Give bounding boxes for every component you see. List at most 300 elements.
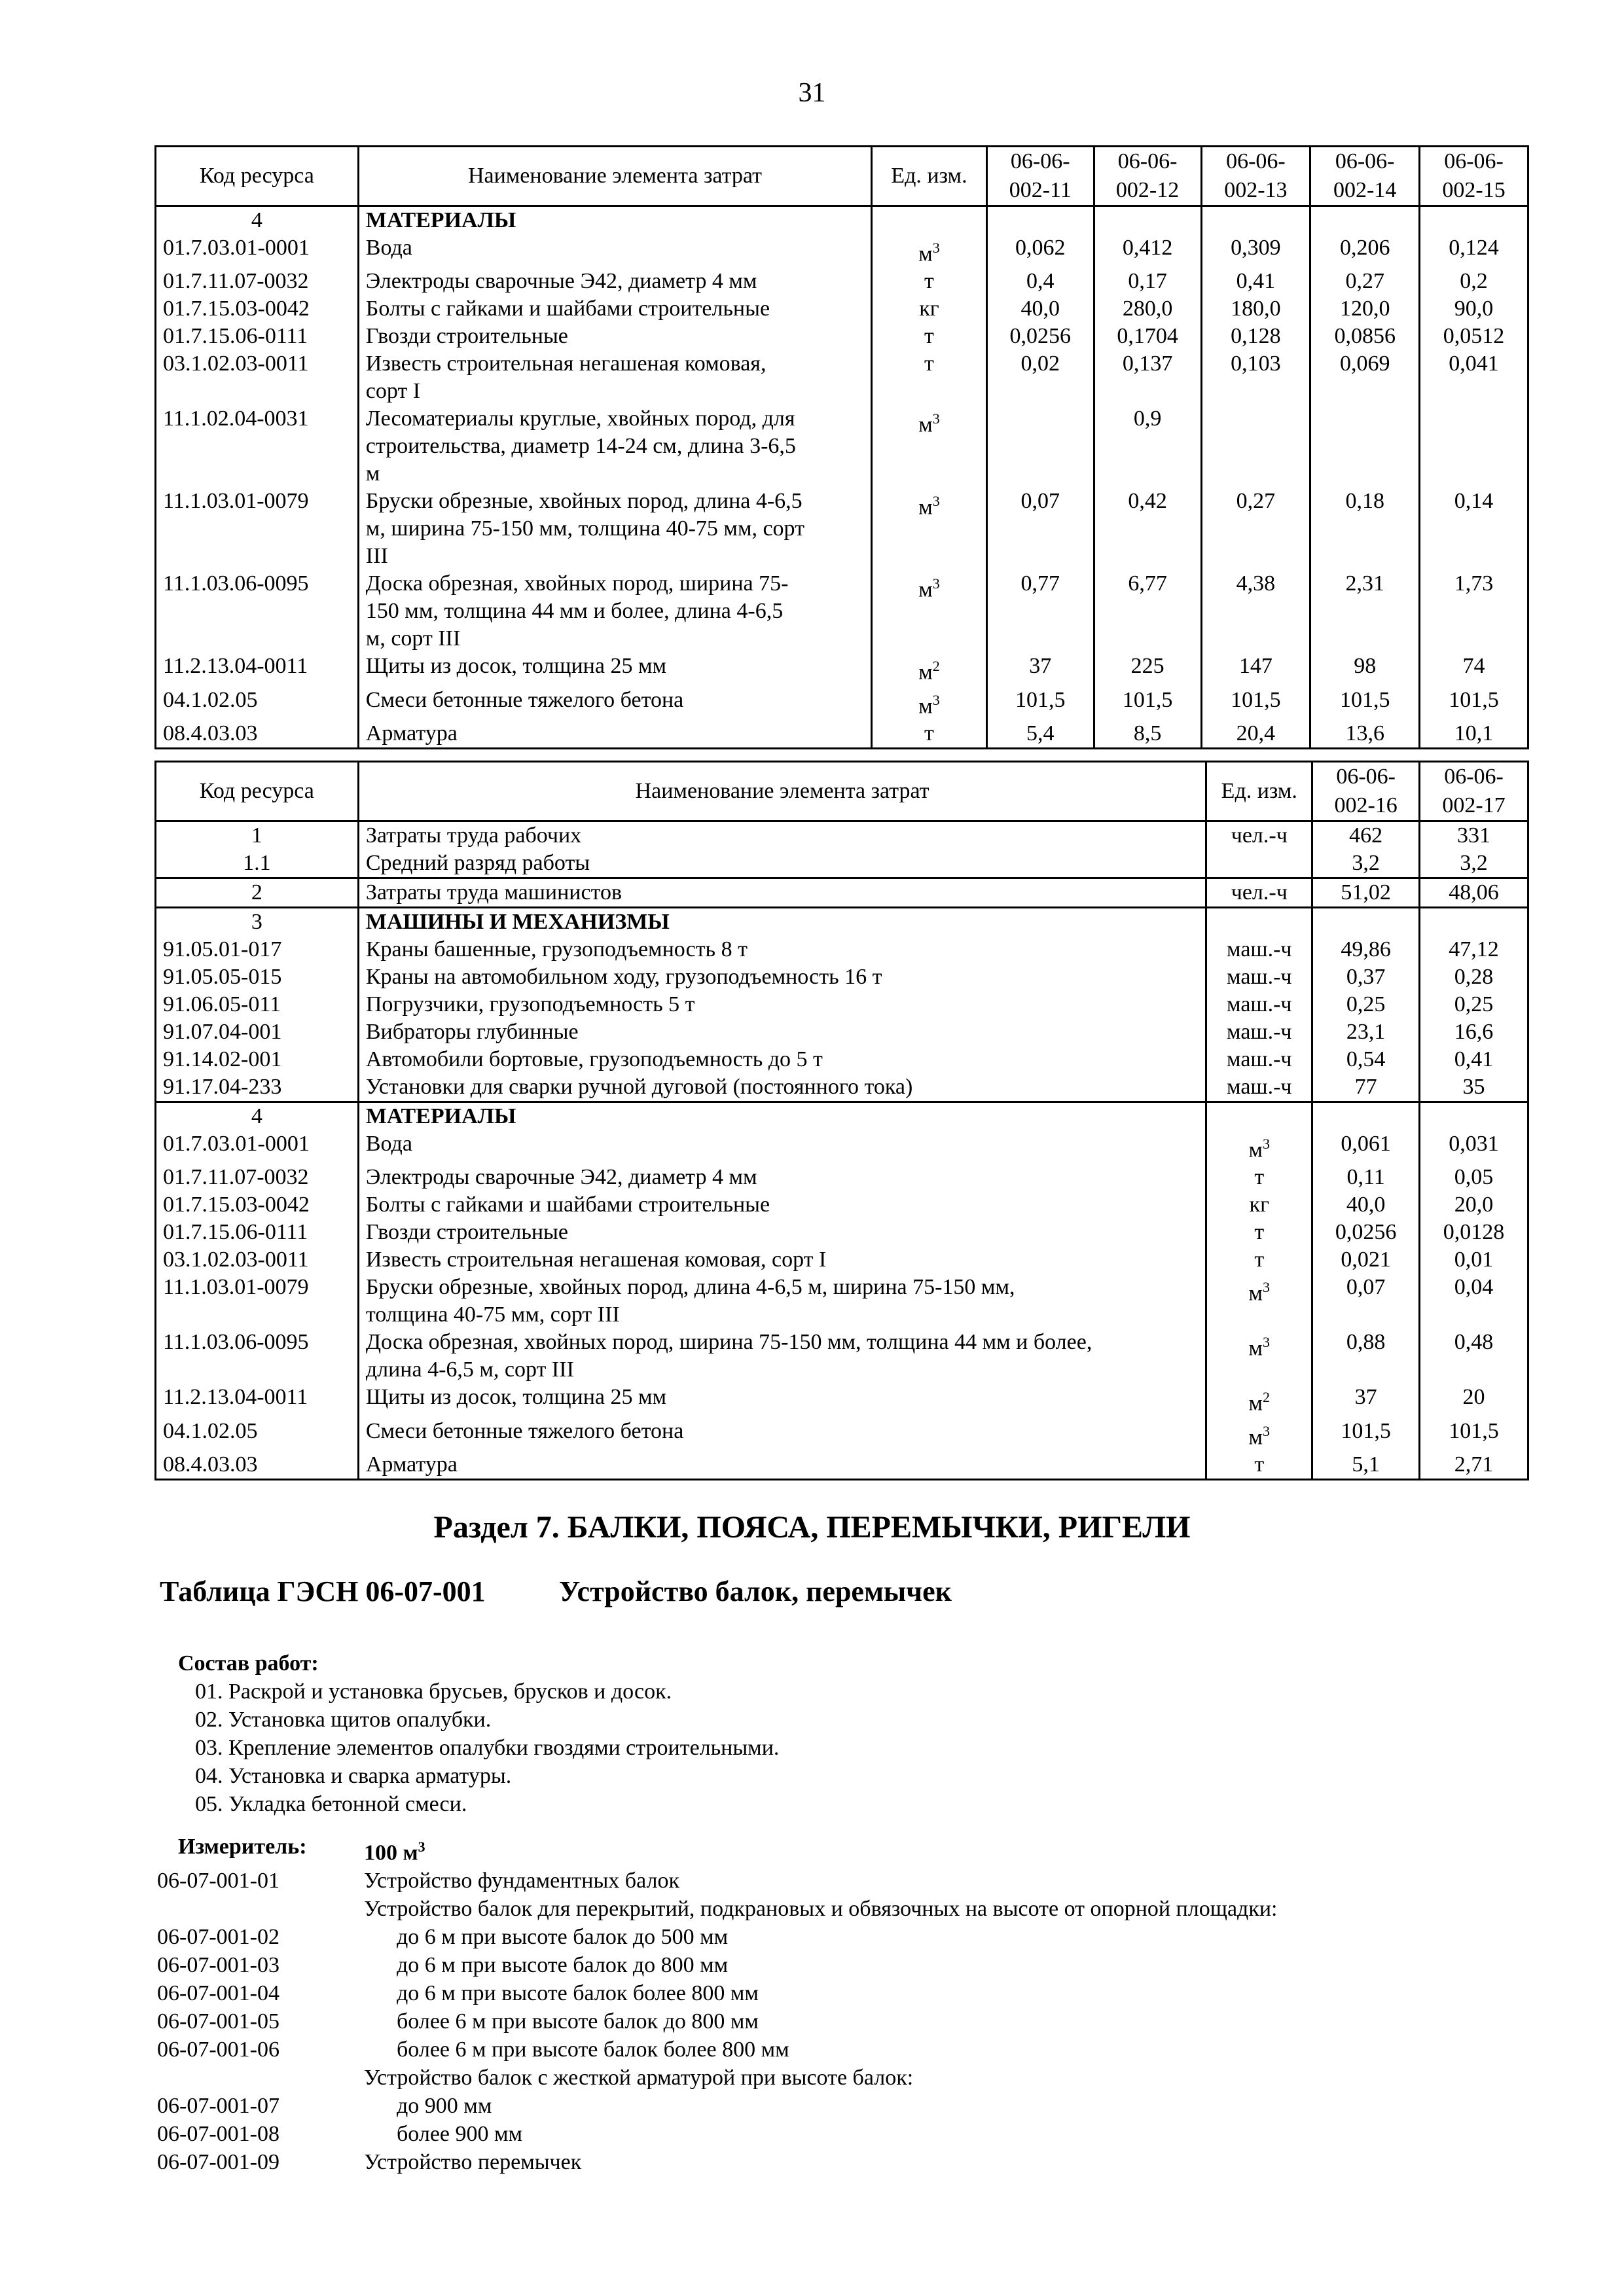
- resource-name: Установки для сварки ручной дуговой (постоянного тока): [358, 1073, 1206, 1102]
- column-header: Наименование элемента затрат: [358, 147, 871, 206]
- measure-text: более 900 мм: [397, 2122, 523, 2147]
- resource-name: Лесоматериалы круглые, хвойных пород, для строительства, диаметр 14-24 см, длина 3-6,5 м: [358, 405, 871, 488]
- value-cell: [1312, 1102, 1420, 1131]
- unit-cell: т: [1206, 1219, 1312, 1246]
- measure-row: [157, 1923, 1278, 1951]
- value-cell: 0,07: [986, 488, 1094, 570]
- value-cell: 0,2: [1420, 268, 1528, 295]
- resource-name: Вода: [358, 234, 871, 268]
- resource-code: 91.07.04-001: [156, 1018, 359, 1046]
- table-row: [156, 268, 1528, 295]
- works-item: 02. Установка щитов опалубки.: [195, 1708, 492, 1732]
- resource-name: Автомобили бортовые, грузоподъемность до 5 т: [358, 1046, 1206, 1073]
- unit-cell: [1206, 1102, 1312, 1131]
- value-cell: 0,309: [1201, 234, 1310, 268]
- value-cell: [986, 405, 1094, 488]
- group-row: [156, 878, 1528, 908]
- resource-code: 3: [156, 908, 359, 937]
- resource-code: 2: [156, 878, 359, 908]
- table-row: [156, 1384, 1528, 1417]
- measure-code: 06-07-001-09: [157, 2150, 280, 2175]
- value-cell: 10,1: [1420, 720, 1528, 749]
- table-row: [156, 405, 1528, 488]
- group-row: [156, 821, 1528, 850]
- unit-cell: $м^3$: [872, 234, 987, 268]
- value-cell: 0,0856: [1310, 323, 1420, 350]
- value-cell: 0,14: [1420, 488, 1528, 570]
- unit-cell: $м^3$: [872, 488, 987, 570]
- table-row: [156, 720, 1528, 749]
- resource-name: Краны башенные, грузоподъемность 8 т: [358, 936, 1206, 963]
- unit-cell: чел.-ч: [1206, 821, 1312, 850]
- value-cell: 0,041: [1420, 350, 1528, 405]
- resource-name: Гвозди строительные: [358, 1219, 1206, 1246]
- value-cell: 35: [1420, 1073, 1528, 1102]
- table-row: [156, 1219, 1528, 1246]
- resource-code: 01.7.15.03-0042: [156, 1191, 359, 1219]
- value-cell: 1,73: [1420, 570, 1528, 653]
- column-header: Код ресурса: [156, 762, 359, 821]
- value-cell: 0,77: [986, 570, 1094, 653]
- value-cell: 0,128: [1201, 323, 1310, 350]
- value-cell: 0,412: [1094, 234, 1201, 268]
- measure-text: Устройство перемычек: [364, 2150, 582, 2175]
- table-row: [156, 295, 1528, 323]
- unit-cell: кг: [1206, 1191, 1312, 1219]
- table-row: [156, 350, 1528, 405]
- value-cell: 0,18: [1310, 488, 1420, 570]
- unit-cell: маш.-ч: [1206, 1073, 1312, 1102]
- measure-code: 06-07-001-04: [157, 1981, 280, 2006]
- resource-code: 91.06.05-011: [156, 991, 359, 1018]
- measure-value: 100 $м^3$: [364, 1839, 425, 1865]
- value-cell: 0,41: [1201, 268, 1310, 295]
- value-cell: 0,103: [1201, 350, 1310, 405]
- value-cell: 0,0128: [1420, 1219, 1528, 1246]
- value-cell: 101,5: [1094, 687, 1201, 720]
- value-cell: 2,71: [1420, 1451, 1528, 1480]
- column-header: Ед. изм.: [872, 147, 987, 206]
- resource-name: Средний разряд работы: [358, 850, 1206, 878]
- table-row: [156, 850, 1528, 878]
- value-cell: 2,31: [1310, 570, 1420, 653]
- column-header: 06-06- 002-14: [1310, 147, 1420, 206]
- value-cell: 0,062: [986, 234, 1094, 268]
- group-row: [156, 1102, 1528, 1131]
- table-body: [156, 821, 1528, 1480]
- resource-name: МАТЕРИАЛЫ: [358, 1102, 1206, 1131]
- measure-text: до 900 мм: [397, 2094, 492, 2119]
- value-cell: 101,5: [1420, 687, 1528, 720]
- table-row: [156, 1130, 1528, 1164]
- resource-code: 01.7.03.01-0001: [156, 234, 359, 268]
- column-header: Код ресурса: [156, 147, 359, 206]
- unit-cell: [1206, 908, 1312, 937]
- value-cell: [1201, 206, 1310, 235]
- measure-header: [157, 1833, 1278, 1867]
- value-cell: 0,069: [1310, 350, 1420, 405]
- value-cell: 40,0: [986, 295, 1094, 323]
- group-row: [156, 908, 1528, 937]
- works-list: [178, 1677, 779, 1818]
- resource-code: 01.7.11.07-0032: [156, 268, 359, 295]
- unit-cell: т: [872, 720, 987, 749]
- table-row: [156, 653, 1528, 686]
- value-cell: 331: [1420, 821, 1528, 850]
- measure-row: [157, 2120, 1278, 2148]
- works-composition: [178, 1649, 779, 1818]
- value-cell: 48,06: [1420, 878, 1528, 908]
- measure-text: более 6 м при высоте балок до 800 мм: [397, 2009, 759, 2034]
- measure-text: до 6 м при высоте балок более 800 мм: [397, 1981, 759, 2006]
- measure-row: [157, 2092, 1278, 2120]
- resource-code: 11.1.03.01-0079: [156, 488, 359, 570]
- value-cell: 0,031: [1420, 1130, 1528, 1164]
- unit-cell: $м^3$: [1206, 1329, 1312, 1384]
- works-label: Состав работ:: [178, 1651, 319, 1676]
- table-body: [156, 206, 1528, 749]
- table-row: [156, 1246, 1528, 1274]
- value-cell: 0,88: [1312, 1329, 1420, 1384]
- resource-name: Электроды сварочные Э42, диаметр 4 мм: [358, 1164, 1206, 1191]
- resource-code: 08.4.03.03: [156, 720, 359, 749]
- value-cell: 0,27: [1201, 488, 1310, 570]
- column-header: 06-06- 002-17: [1420, 762, 1528, 821]
- resource-code: 03.1.02.03-0011: [156, 350, 359, 405]
- measure-row: [157, 1979, 1278, 2007]
- value-cell: 0,061: [1312, 1130, 1420, 1164]
- value-cell: 0,54: [1312, 1046, 1420, 1073]
- resource-name: Погрузчики, грузоподъемность 5 т: [358, 991, 1206, 1018]
- value-cell: [986, 206, 1094, 235]
- value-cell: [1420, 206, 1528, 235]
- table-title: [160, 1575, 952, 1608]
- value-cell: 77: [1312, 1073, 1420, 1102]
- value-cell: 101,5: [1312, 1418, 1420, 1451]
- value-cell: 4,38: [1201, 570, 1310, 653]
- value-cell: 0,1704: [1094, 323, 1201, 350]
- table-row: [156, 1018, 1528, 1046]
- unit-cell: чел.-ч: [1206, 878, 1312, 908]
- resource-name: МАШИНЫ И МЕХАНИЗМЫ: [358, 908, 1206, 937]
- value-cell: 0,0256: [1312, 1219, 1420, 1246]
- column-header: Наименование элемента затрат: [358, 762, 1206, 821]
- resource-code: 91.05.05-015: [156, 963, 359, 991]
- value-cell: 0,137: [1094, 350, 1201, 405]
- unit-cell: т: [1206, 1246, 1312, 1274]
- value-cell: 3,2: [1420, 850, 1528, 878]
- resource-code: 91.14.02-001: [156, 1046, 359, 1073]
- column-header: Ед. изм.: [1206, 762, 1312, 821]
- value-cell: 0,9: [1094, 405, 1201, 488]
- value-cell: 225: [1094, 653, 1201, 686]
- value-cell: 0,25: [1312, 991, 1420, 1018]
- resource-name: Бруски обрезные, хвойных пород, длина 4-6,5 м, ширина 75-150 мм, толщина 40-75 мм, сорт III: [358, 1274, 1206, 1329]
- value-cell: 98: [1310, 653, 1420, 686]
- resource-code: 11.1.03.01-0079: [156, 1274, 359, 1329]
- resource-code: 03.1.02.03-0011: [156, 1246, 359, 1274]
- resource-code: 91.17.04-233: [156, 1073, 359, 1102]
- works-item: 01. Раскрой и установка брусьев, брусков и досок.: [195, 1679, 672, 1704]
- value-cell: 49,86: [1312, 936, 1420, 963]
- unit-cell: $м^3$: [872, 405, 987, 488]
- table-row: [156, 1164, 1528, 1191]
- resource-name: Известь строительная негашеная комовая, сорт I: [358, 350, 871, 405]
- resource-table-2: [154, 761, 1529, 1480]
- value-cell: 0,02: [986, 350, 1094, 405]
- table-row: [156, 1329, 1528, 1384]
- value-cell: [1420, 1102, 1528, 1131]
- column-header: 06-06- 002-15: [1420, 147, 1528, 206]
- unit-cell: т: [872, 268, 987, 295]
- unit-cell: $м^3$: [1206, 1274, 1312, 1329]
- value-cell: 180,0: [1201, 295, 1310, 323]
- table-row: [156, 488, 1528, 570]
- resource-code: 04.1.02.05: [156, 1418, 359, 1451]
- column-header: 06-06- 002-12: [1094, 147, 1201, 206]
- value-cell: 0,0256: [986, 323, 1094, 350]
- unit-cell: $м^2$: [1206, 1384, 1312, 1417]
- value-cell: 20: [1420, 1384, 1528, 1417]
- table-row: [156, 1418, 1528, 1451]
- measure-row: [157, 1895, 1278, 1923]
- measure-row: [157, 1951, 1278, 1979]
- value-cell: 0,27: [1310, 268, 1420, 295]
- value-cell: 0,206: [1310, 234, 1420, 268]
- value-cell: 462: [1312, 821, 1420, 850]
- resource-name: Арматура: [358, 720, 871, 749]
- resource-name: Электроды сварочные Э42, диаметр 4 мм: [358, 268, 871, 295]
- value-cell: 0,11: [1312, 1164, 1420, 1191]
- unit-cell: маш.-ч: [1206, 991, 1312, 1018]
- unit-cell: $м^3$: [1206, 1418, 1312, 1451]
- resource-code: 08.4.03.03: [156, 1451, 359, 1480]
- value-cell: 37: [1312, 1384, 1420, 1417]
- measure-code: 06-07-001-07: [157, 2094, 280, 2119]
- measure-text: до 6 м при высоте балок до 800 мм: [397, 1953, 729, 1978]
- value-cell: 101,5: [1310, 687, 1420, 720]
- unit-cell: маш.-ч: [1206, 936, 1312, 963]
- measure-text: Устройство фундаментных балок: [364, 1869, 679, 1893]
- works-item: 03. Крепление элементов опалубки гвоздями строительными.: [195, 1736, 780, 1760]
- table-row: [156, 687, 1528, 720]
- value-cell: 101,5: [986, 687, 1094, 720]
- value-cell: 0,28: [1420, 963, 1528, 991]
- value-cell: [1310, 405, 1420, 488]
- table-name: Устройство балок, перемычек: [559, 1575, 952, 1607]
- resource-name: Доска обрезная, хвойных пород, ширина 75-150 мм, толщина 44 мм и более, длина 4-6,5 м, сорт III: [358, 1329, 1206, 1384]
- value-cell: 0,41: [1420, 1046, 1528, 1073]
- unit-cell: т: [872, 323, 987, 350]
- unit-cell: [872, 206, 987, 235]
- resource-name: Болты с гайками и шайбами строительные: [358, 1191, 1206, 1219]
- table-row: [156, 1191, 1528, 1219]
- resource-code: 01.7.15.03-0042: [156, 295, 359, 323]
- table-row: [156, 570, 1528, 653]
- resource-name: Доска обрезная, хвойных пород, ширина 75- 150 мм, толщина 44 мм и более, длина 4-6,5 м, сорт III: [358, 570, 871, 653]
- unit-cell: $м^3$: [872, 570, 987, 653]
- value-cell: 20,0: [1420, 1191, 1528, 1219]
- measure-code: [157, 2064, 364, 2092]
- resource-code: 4: [156, 1102, 359, 1131]
- unit-cell: маш.-ч: [1206, 1018, 1312, 1046]
- section-title: Раздел 7. БАЛКИ, ПОЯСА, ПЕРЕМЫЧКИ, РИГЕЛИ: [433, 1510, 1191, 1545]
- unit-cell: т: [872, 350, 987, 405]
- value-cell: 0,25: [1420, 991, 1528, 1018]
- table-row: [156, 1073, 1528, 1102]
- resource-name: Бруски обрезные, хвойных пород, длина 4-6,5 м, ширина 75-150 мм, толщина 40-75 мм, сорт III: [358, 488, 871, 570]
- measure-code: 06-07-001-01: [157, 1869, 280, 1893]
- resource-name: Известь строительная негашеная комовая, сорт I: [358, 1246, 1206, 1274]
- value-cell: 8,5: [1094, 720, 1201, 749]
- table-row: [156, 234, 1528, 268]
- resource-name: Щиты из досок, толщина 25 мм: [358, 653, 871, 686]
- measure-row: [157, 2007, 1278, 2036]
- value-cell: 0,17: [1094, 268, 1201, 295]
- value-cell: [1201, 405, 1310, 488]
- measure-text: до 6 м при высоте балок до 500 мм: [397, 1925, 729, 1950]
- measure-text: Устройство балок с жесткой арматурой при высоте балок:: [364, 2066, 914, 2090]
- value-cell: 13,6: [1310, 720, 1420, 749]
- resource-code: 4: [156, 206, 359, 235]
- measure-code: 06-07-001-06: [157, 2037, 280, 2062]
- measure-text: более 6 м при высоте балок более 800 мм: [397, 2037, 789, 2062]
- resource-code: 11.2.13.04-0011: [156, 1384, 359, 1417]
- resource-code: 01.7.15.06-0111: [156, 1219, 359, 1246]
- measure-list: [157, 1867, 1278, 2176]
- value-cell: 5,4: [986, 720, 1094, 749]
- value-cell: 0,021: [1312, 1246, 1420, 1274]
- header-row: [156, 762, 1528, 821]
- value-cell: 280,0: [1094, 295, 1201, 323]
- value-cell: 0,01: [1420, 1246, 1528, 1274]
- resource-code: 01.7.11.07-0032: [156, 1164, 359, 1191]
- resource-name: Затраты труда рабочих: [358, 821, 1206, 850]
- resource-code: 11.1.02.04-0031: [156, 405, 359, 488]
- value-cell: 0,07: [1312, 1274, 1420, 1329]
- measure-code: 06-07-001-02: [157, 1925, 280, 1950]
- unit-cell: $м^3$: [1206, 1130, 1312, 1164]
- value-cell: 0,05: [1420, 1164, 1528, 1191]
- resource-code: 11.1.03.06-0095: [156, 570, 359, 653]
- resource-code: 11.1.03.06-0095: [156, 1329, 359, 1384]
- resource-code: 1.1: [156, 850, 359, 878]
- unit-cell: $м^3$: [872, 687, 987, 720]
- value-cell: [1094, 206, 1201, 235]
- resource-name: Болты с гайками и шайбами строительные: [358, 295, 871, 323]
- resource-code: 01.7.03.01-0001: [156, 1130, 359, 1164]
- table-row: [156, 323, 1528, 350]
- value-cell: 5,1: [1312, 1451, 1420, 1480]
- value-cell: 0,37: [1312, 963, 1420, 991]
- value-cell: 3,2: [1312, 850, 1420, 878]
- value-cell: 147: [1201, 653, 1310, 686]
- value-cell: 120,0: [1310, 295, 1420, 323]
- resource-code: 04.1.02.05: [156, 687, 359, 720]
- value-cell: 23,1: [1312, 1018, 1420, 1046]
- value-cell: 0,124: [1420, 234, 1528, 268]
- measure-code: 06-07-001-05: [157, 2009, 280, 2034]
- resource-code: 01.7.15.06-0111: [156, 323, 359, 350]
- resource-name: Смеси бетонные тяжелого бетона: [358, 687, 871, 720]
- value-cell: [1312, 908, 1420, 937]
- value-cell: 20,4: [1201, 720, 1310, 749]
- value-cell: [1310, 206, 1420, 235]
- measure-row: [157, 2036, 1278, 2064]
- table-row: [156, 1046, 1528, 1073]
- column-header: 06-06- 002-11: [986, 147, 1094, 206]
- resource-name: Затраты труда машинистов: [358, 878, 1206, 908]
- measure-text: Устройство балок для перекрытий, подкрановых и обвязочных на высоте от опорной площадки:: [364, 1897, 1278, 1922]
- value-cell: 37: [986, 653, 1094, 686]
- resource-code: 11.2.13.04-0011: [156, 653, 359, 686]
- unit-cell: [1206, 850, 1312, 878]
- measure-code: 06-07-001-03: [157, 1953, 280, 1978]
- unit-cell: кг: [872, 295, 987, 323]
- value-cell: 0,4: [986, 268, 1094, 295]
- measure-row: [157, 2148, 1278, 2176]
- value-cell: [1420, 908, 1528, 937]
- value-cell: 101,5: [1420, 1418, 1528, 1451]
- column-header: 06-06- 002-16: [1312, 762, 1420, 821]
- measure-code: 06-07-001-08: [157, 2122, 280, 2147]
- works-item: 05. Укладка бетонной смеси.: [195, 1792, 467, 1816]
- resource-name: МАТЕРИАЛЫ: [358, 206, 871, 235]
- value-cell: 47,12: [1420, 936, 1528, 963]
- value-cell: [1420, 405, 1528, 488]
- resource-table-1: [154, 145, 1529, 749]
- resource-name: Гвозди строительные: [358, 323, 871, 350]
- unit-cell: $м^2$: [872, 653, 987, 686]
- table-row: [156, 1274, 1528, 1329]
- table-row: [156, 936, 1528, 963]
- resource-code: 1: [156, 821, 359, 850]
- table-number: Таблица ГЭСН 06-07-001: [160, 1575, 486, 1607]
- group-row: [156, 206, 1528, 235]
- value-cell: 90,0: [1420, 295, 1528, 323]
- resource-name: Арматура: [358, 1451, 1206, 1480]
- value-cell: 74: [1420, 653, 1528, 686]
- value-cell: 0,04: [1420, 1274, 1528, 1329]
- value-cell: 0,42: [1094, 488, 1201, 570]
- table-row: [156, 991, 1528, 1018]
- value-cell: 16,6: [1420, 1018, 1528, 1046]
- measure-label: Измеритель:: [178, 1835, 307, 1859]
- value-cell: 0,0512: [1420, 323, 1528, 350]
- resource-name: Щиты из досок, толщина 25 мм: [358, 1384, 1206, 1417]
- resource-name: Вибраторы глубинные: [358, 1018, 1206, 1046]
- table-row: [156, 1451, 1528, 1480]
- value-cell: 0,48: [1420, 1329, 1528, 1384]
- value-cell: 51,02: [1312, 878, 1420, 908]
- value-cell: 101,5: [1201, 687, 1310, 720]
- resource-name: Смеси бетонные тяжелого бетона: [358, 1418, 1206, 1451]
- header-row: [156, 147, 1528, 206]
- unit-cell: маш.-ч: [1206, 1046, 1312, 1073]
- works-item: 04. Установка и сварка арматуры.: [195, 1764, 512, 1788]
- resource-name: Вода: [358, 1130, 1206, 1164]
- measure-code: [157, 1895, 364, 1923]
- measure-block: [157, 1833, 1278, 2176]
- page-number: 31: [798, 78, 826, 108]
- unit-cell: маш.-ч: [1206, 963, 1312, 991]
- unit-cell: т: [1206, 1164, 1312, 1191]
- value-cell: 40,0: [1312, 1191, 1420, 1219]
- resource-code: 91.05.01-017: [156, 936, 359, 963]
- measure-row: [157, 1867, 1278, 1895]
- column-header: 06-06- 002-13: [1201, 147, 1310, 206]
- measure-row: [157, 2064, 1278, 2092]
